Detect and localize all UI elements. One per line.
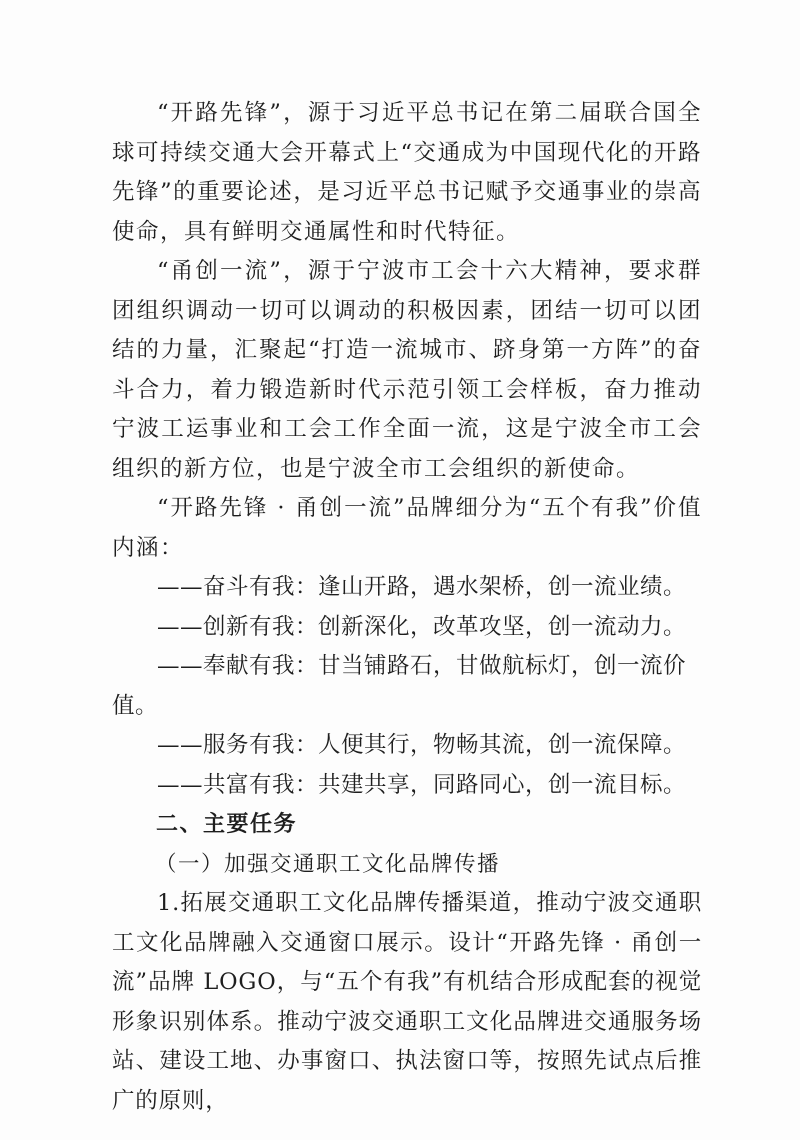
paragraph-brand-values-intro: “开路先锋 · 甬创一流”品牌细分为“五个有我”价值内涵：: [112, 495, 702, 561]
value-item-common-prosperity: ——共富有我：共建共享，同路同心，创一流目标。: [157, 771, 687, 798]
subsection-heading-brand-communication: （一）加强交通职工文化品牌传播: [155, 851, 501, 877]
value-item-dedication: ——奉献有我：甘当铺路石，甘做航标灯，创一流价值。: [112, 653, 687, 719]
paragraph-first-class-origin: “甬创一流”，源于宁波市工会十六大精神，要求群团组织调动一切可以调动的积极因素，团结一切可以团结的力量，汇聚起“打造一流城市、跻身第一方阵”的奋斗合力，着力锻造新时代示范引领工会样板，奋力推动宁波工运事业和工会工作全面一流，这是宁波全市工会组织的新方位，也是宁波全市工会组织的新使命。: [112, 258, 702, 482]
value-item-innovation: ——创新有我：创新深化，改革攻坚，创一流动力。: [157, 613, 687, 640]
paragraph-pioneer-origin: “开路先锋”，源于习近平总书记在第二届联合国全球可持续交通大会开幕式上“交通成为中国现代化的开路先锋”的重要论述，是习近平总书记赋予交通事业的崇高使命，具有鲜明交通属性和时代特征。: [112, 100, 702, 245]
value-item-service: ——服务有我：人便其行，物畅其流，创一流保障。: [157, 732, 687, 758]
document-body: [112, 94, 702, 1121]
value-item-struggle: ——奋斗有我：逢山开路，遇水架桥，创一流业绩。: [157, 574, 687, 600]
paragraph-task-1: 1.拓展交通职工文化品牌传播渠道，推动宁波交通职工文化品牌融入交通窗口展示。设计“开路先锋 · 甬创一流”品牌 LOGO，与“五个有我”有机结合形成配套的视觉形象识别体系。推动宁波交通职工文化品牌进交通服务场站、建设工地、办事窗口、执法窗口等，按照先试点后推广的原则，: [112, 890, 702, 1114]
section-heading-main-tasks: 二、主要任务: [156, 812, 298, 837]
